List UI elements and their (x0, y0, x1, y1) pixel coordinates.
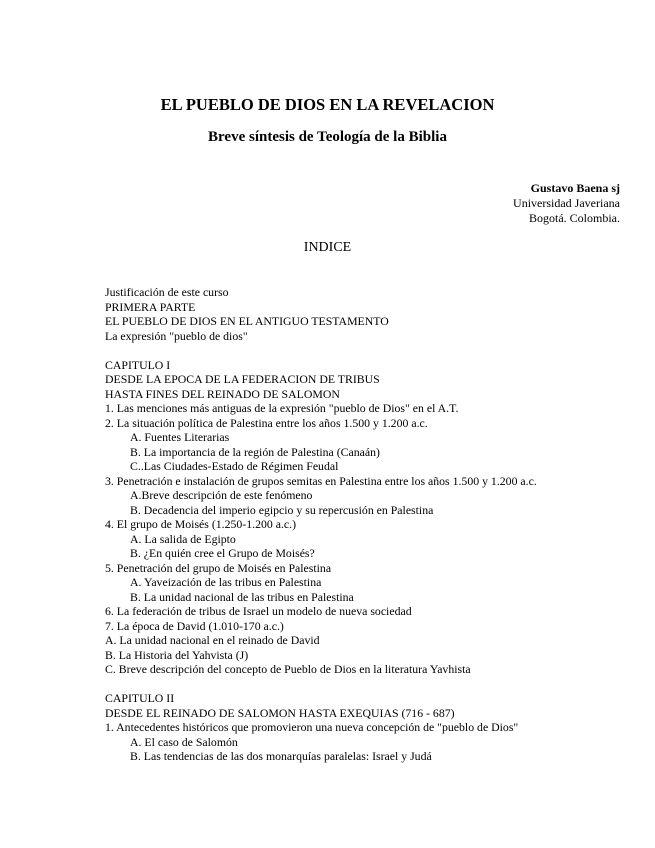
toc-line: 1. Las menciones más antiguas de la expresión "pueblo de Dios" en el A.T. (105, 401, 459, 415)
toc-line: B. Decadencia del imperio egipcio y su repercusión en Palestina (130, 502, 434, 517)
toc-line: 2. La situación política de Palestina entre los años 1.500 y 1.200 a.c. (105, 415, 428, 430)
document-subtitle: Breve síntesis de Teología de la Biblia (208, 129, 447, 145)
toc-line: PRIMERA PARTE (105, 299, 196, 314)
toc-line: CAPITULO I (105, 357, 171, 372)
toc-line: 7. La época de David (1.010-170 a.c.) (105, 618, 284, 633)
author-location: Bogotá. Colombia. (529, 211, 620, 225)
toc-line: A.Breve descripción de este fenómeno (130, 488, 313, 502)
toc-line: B. ¿En quién cree el Grupo de Moisés? (130, 546, 315, 560)
toc-line: La expresión "pueblo de dios" (105, 328, 248, 343)
toc-line: C. Breve descripción del concepto de Pueblo de Dios en la literatura Yavhista (105, 662, 471, 676)
author-institution: Universidad Javeriana (513, 196, 620, 210)
toc-line: B. La Historia del Yahvista (J) (105, 647, 249, 662)
toc-line: A. El caso de Salomón (130, 734, 238, 749)
toc-line: 4. El grupo de Moisés (1.250-1.200 a.c.) (105, 517, 297, 531)
toc-spacer (105, 343, 537, 358)
table-of-contents (105, 285, 537, 764)
toc-line: 6. La federación de tribus de Israel un modelo de nueva sociedad (105, 604, 412, 618)
toc-line: B. La importancia de la región de Palestina (Canaán) (130, 444, 380, 459)
toc-spacer (105, 677, 537, 692)
toc-line: HASTA FINES DEL REINADO DE SALOMON (105, 386, 340, 401)
toc-line: 1. Antecedentes históricos que promovieron una nueva concepción de "pueblo de Dios" (105, 720, 519, 734)
toc-line: EL PUEBLO DE DIOS EN EL ANTIGUO TESTAMENTO (105, 314, 389, 328)
toc-line: DESDE LA EPOCA DE LA FEDERACION DE TRIBUS (105, 372, 380, 386)
toc-line: C..Las Ciudades-Estado de Régimen Feudal (130, 459, 339, 473)
toc-line: CAPITULO II (105, 691, 175, 705)
toc-line: A. La salida de Egipto (130, 531, 236, 546)
index-heading: INDICE (303, 240, 352, 255)
toc-line: B. Las tendencias de las dos monarquías paralelas: Israel y Judá (130, 749, 432, 763)
toc-line: 3. Penetración e instalación de grupos semitas en Palestina entre los años 1.500 y 1.200 a.c. (105, 473, 537, 488)
author-name: Gustavo Baena sj (530, 181, 620, 195)
toc-line: DESDE EL REINADO DE SALOMON HASTA EXEQUIAS (716 - 687) (105, 705, 455, 720)
toc-line: A. Yaveización de las tribus en Palestina (130, 575, 322, 589)
toc-line: A. Fuentes Literarias (130, 430, 230, 444)
toc-line: 5. Penetración del grupo de Moisés en Palestina (105, 560, 332, 575)
document-title: EL PUEBLO DE DIOS EN LA REVELACION (160, 95, 495, 114)
toc-line: Justificación de este curso (105, 285, 229, 299)
toc-line: A. La unidad nacional en el reinado de David (105, 633, 320, 647)
toc-line: B. La unidad nacional de las tribus en Palestina (130, 589, 354, 604)
